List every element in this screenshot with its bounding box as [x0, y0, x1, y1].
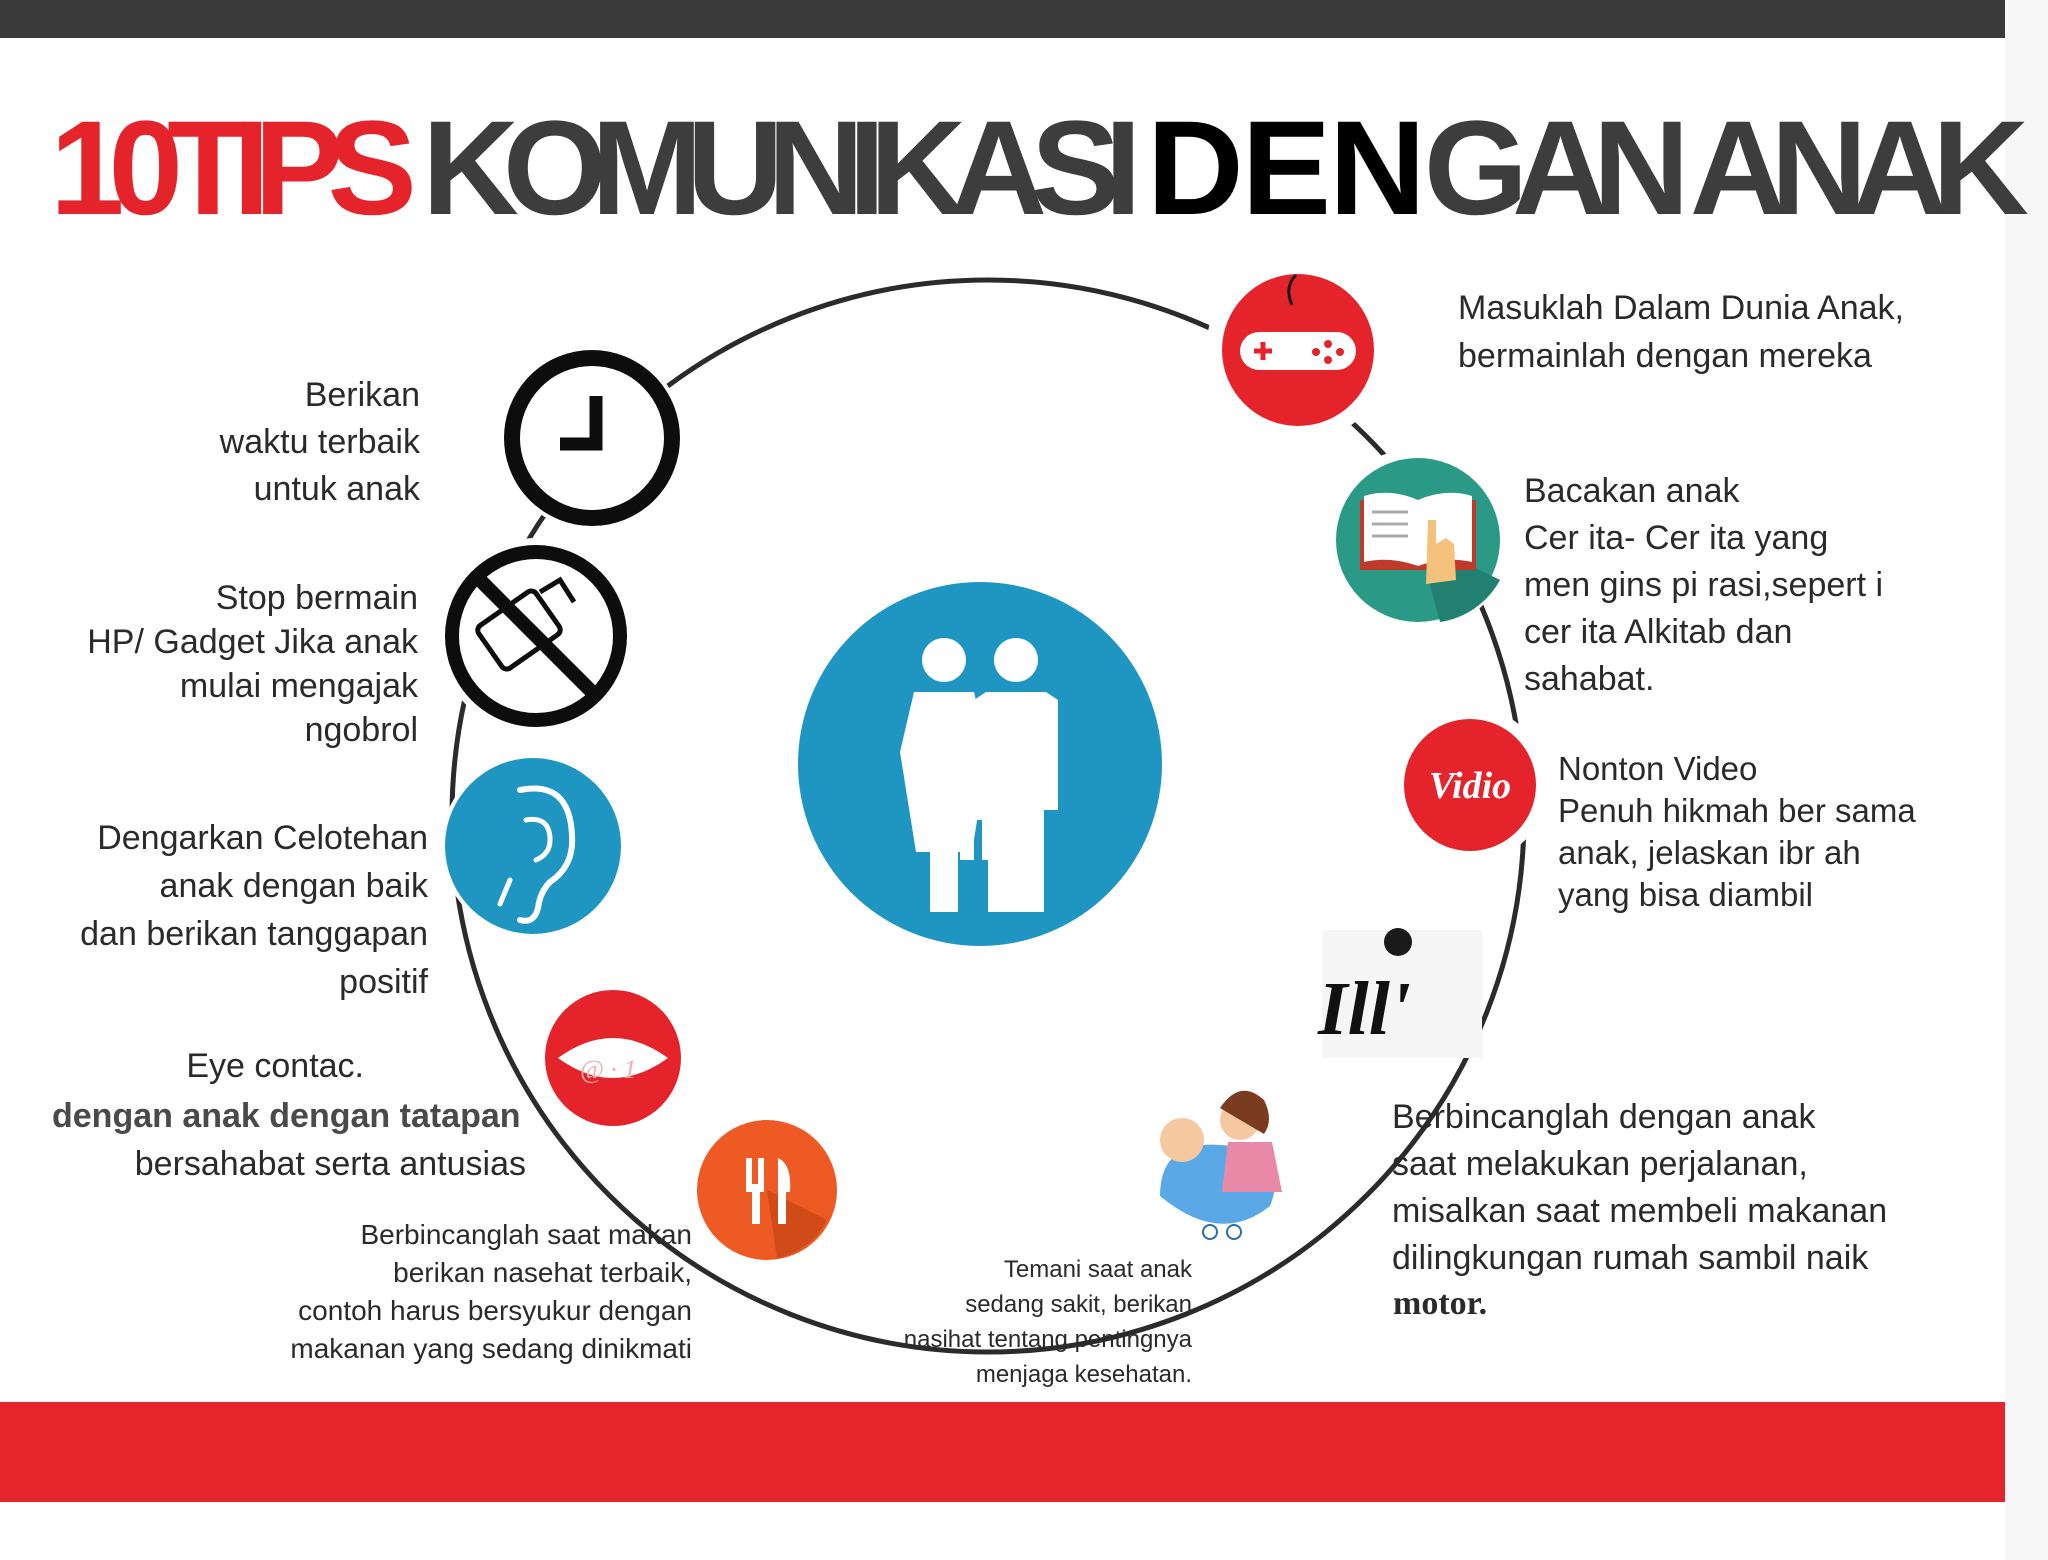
tip-game-text: Masuklah Dalam Dunia Anak, bermainlah dengan mereka: [1458, 289, 1905, 375]
tip-eye-line2: dengan anak dengan tatapan: [52, 1097, 521, 1135]
book-icon: [1336, 458, 1500, 622]
video-logo: Vidio: [1428, 765, 1512, 807]
eye-glitch-text: @ · 1: [580, 1055, 637, 1084]
tip-eye-line3: bersahabat serta antusias: [134, 1145, 526, 1183]
tip-travel-end: motor.: [1393, 1285, 1488, 1322]
eye-icon: [545, 990, 681, 1126]
tip-eye-line1: Eye contac.: [186, 1047, 364, 1085]
tip-sick-text: Temani saat anak sedang sakit, berikan nasihat tentang pentingnya menjaga kesehatan.: [903, 1256, 1192, 1388]
title-number: 10TIPS: [50, 94, 401, 243]
tip-video-text: Nonton Video Penuh hikmah ber sama anak, jelaskan ibr ah yang bisa diambil: [1558, 750, 1916, 913]
family-icon: [798, 582, 1162, 946]
tip-time-text: Berikan waktu terbaik untuk anak: [219, 376, 420, 508]
ear-icon: [445, 758, 621, 934]
tip-listen-text: Dengarkan Celotehan anak dengan baik dan berikan tanggapan positif: [80, 819, 428, 1001]
clock-icon: [512, 358, 672, 518]
video-icon: [1404, 719, 1536, 851]
motor-icon: [1317, 928, 1482, 1058]
no-phone-icon: [452, 552, 620, 720]
tip-eat-text: Berbincanglah saat makan berikan nasehat terbaik, contoh harus bersyukur dengan makanan yang sedang dinikmati: [290, 1219, 692, 1364]
motor-glitch-text: Ill': [1318, 967, 1411, 1051]
title-part1: KOMUNIKASI: [422, 94, 1126, 243]
gamepad-icon: [1222, 274, 1374, 426]
fork-knife-icon: [697, 1120, 837, 1260]
tip-travel-text: Berbincanglah dengan anak saat melakukan perjalanan, misalkan saat membeli makanan dilingkungan rumah sambil naik: [1392, 1098, 1888, 1277]
tip-book-text: Bacakan anak Cer ita- Cer ita yang men gins pi rasi,sepert i cer ita Alkitab dan sahabat.: [1524, 472, 1884, 698]
title-part3: GAN ANAK: [1423, 94, 2013, 243]
tip-phone-text: Stop bermain HP/ Gadget Jika anak mulai mengajak ngobrol: [87, 579, 418, 749]
title-part2: DEN: [1146, 94, 1424, 243]
